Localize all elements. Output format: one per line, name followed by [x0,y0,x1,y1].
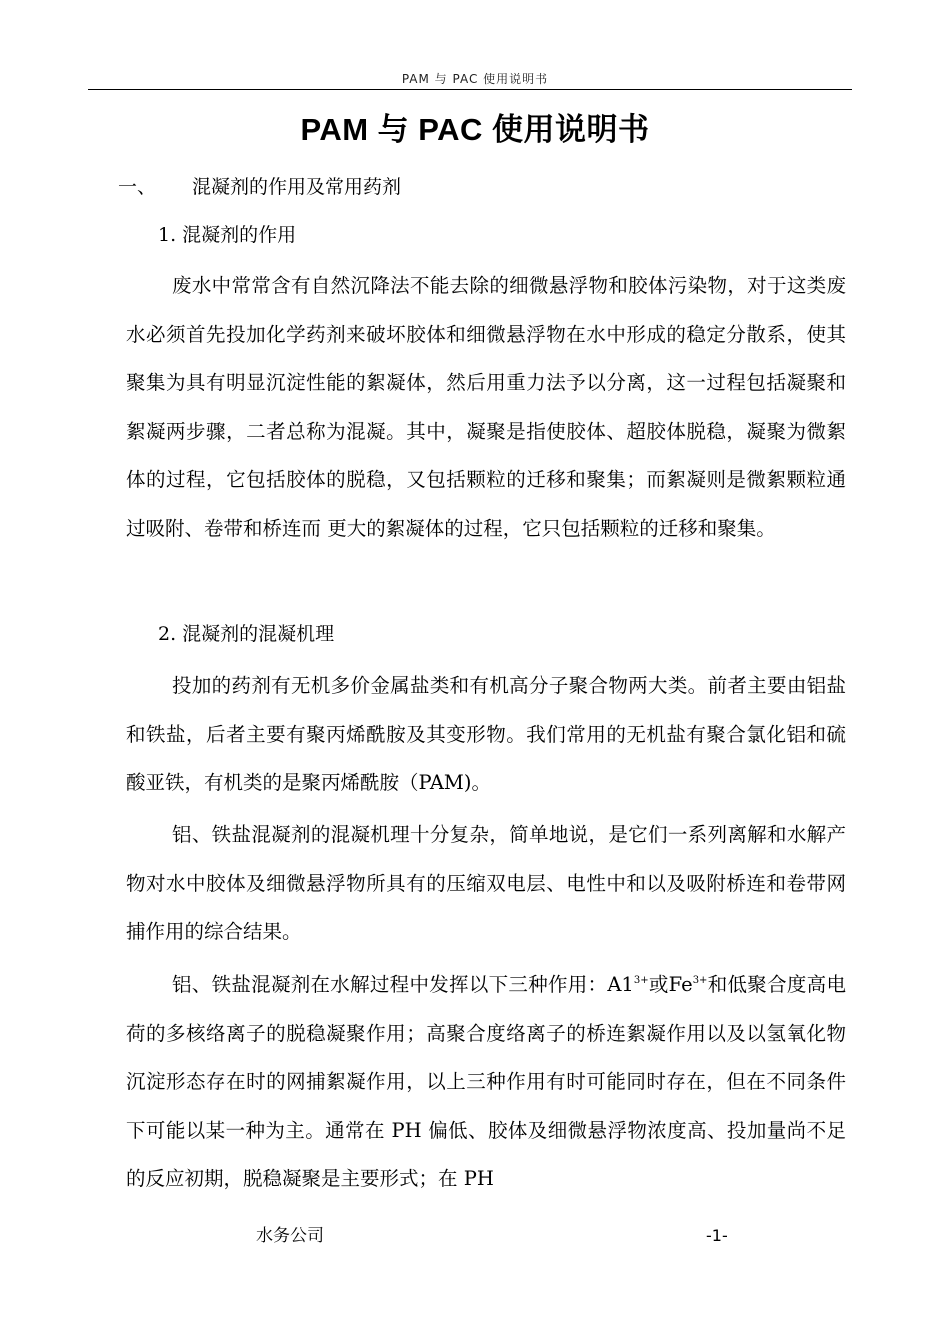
paragraph-three-effects-body: 和低聚合度高电荷的多核络离子的脱稳凝聚作用；高聚合度络离子的桥连絮凝作用以及以氢氧化物沉淀形态存在时的网捕絮凝作用，以上三种作用有时可能同时存在，但在不同条件下可能以某一种为主。通常在 PH 偏低、胶体及细微悬浮物浓度高、投加量尚不足的反应初期，脱稳凝聚是主要形式；在 PH [126,973,846,1191]
section-number: 一、 [118,176,157,198]
section-title: 混凝剂的作用及常用药剂 [192,176,402,198]
page-number: -1- [706,1226,728,1245]
subsection-heading-1: 1. 混凝剂的作用 [158,224,297,246]
section-heading [118,171,401,203]
paragraph-mechanism: 铝、铁盐混凝剂的混凝机理十分复杂，简单地说，是它们一系列离解和水解产物对水中胶体及细微悬浮物所具有的压缩双电层、电性中和以及吸附桥连和卷带网捕作用的综合结果。 [126,823,846,944]
paragraph-coagulant-role: 废水中常常含有自然沉降法不能去除的细微悬浮物和胶体污染物，对于这类废水必须首先投加化学药剂来破坏胶体和细微悬浮物在水中形成的稳定分散系，使其聚集为具有明显沉淀性能的絮凝体，然后用重力法予以分离，这一过程包括凝聚和絮凝两步骤，二者总称为混凝。其中，凝聚是指使胶体、超胶体脱稳，凝聚为微絮体的过程，它包括胶体的脱稳，又包括颗粒的迁移和聚集；而絮凝则是微絮颗粒通过吸附、卷带和桥连而 更大的絮凝体的过程，它只包括颗粒的迁移和聚集。 [126,274,846,540]
footer-company: 水务公司 [256,1226,324,1246]
aluminum-ion: $A1^{3+}$ [607,973,649,996]
paragraph-reagent-types: 投加的药剂有无机多价金属盐类和有机高分子聚合物两大类。前者主要由铝盐和铁盐，后者主要有聚丙烯酰胺及其变形物。我们常用的无机盐有聚合氯化铝和硫酸亚铁，有机类的是聚丙烯酰胺（PAM)。 [126,674,846,795]
running-header: PAM 与 PAC 使用说明书 [401,72,549,86]
iron-ion: $Fe^{3+}$ [668,973,708,996]
subsection-heading-2: 2. 混凝剂的混凝机理 [158,623,335,645]
header-divider [88,89,852,90]
paragraph-three-effects: 铝、铁盐混凝剂在水解过程中发挥以下三种作用：$A1^{3+}$或$Fe^{3+}$和低聚合度高电荷的多核络离子的脱稳凝聚作用；高聚合度络离子的桥连絮凝作用以及以氢氧化物沉淀形态存在时的网捕絮凝作用，以上三种作用有时可能同时存在，但在不同条件下可能以某一种为主。通常在 PH 偏低、胶体及细微悬浮物浓度高、投加量尚不足的反应初期，脱稳凝聚是主要形式；在 PH [126,973,846,1191]
paragraph-three-effects-intro: 铝、铁盐混凝剂在水解过程中发挥以下三种作用： [172,973,608,996]
document-title: PAM 与 PAC 使用说明书 [300,112,650,147]
